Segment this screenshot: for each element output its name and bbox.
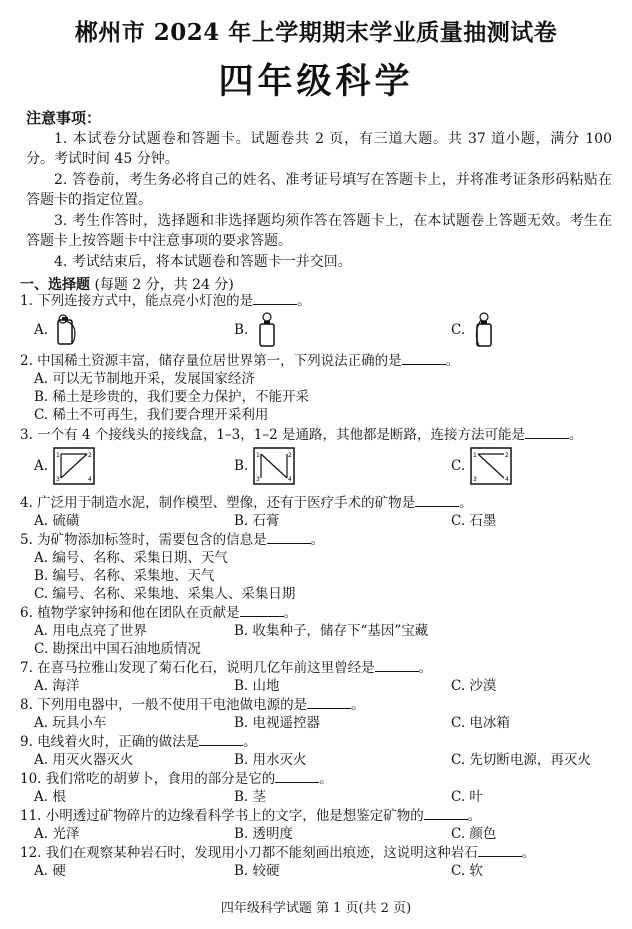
question-stem: 9. 电线着火时，正确的做法是 。 (20, 734, 257, 750)
terminal-label: 2 (288, 452, 293, 459)
option-b: B. 稀土是珍贵的，我们要全力保护，不能开采 (34, 389, 310, 405)
answer-blank (199, 733, 243, 746)
option-c: C. 编号、名称、采集地、采集人、采集日期 (34, 586, 296, 602)
question-stem: 2. 中国稀土资源丰富，储存量位居世界第一，下列说法正确的是 。 (20, 353, 460, 369)
option-row (34, 312, 620, 352)
terminal-label: 4 (505, 476, 509, 483)
question-1 (20, 292, 620, 352)
option-row (34, 788, 620, 806)
option-b: B. 较硬 (234, 863, 280, 879)
option-a: A. 根 (34, 789, 66, 805)
junction-box-diagram-icon (52, 446, 96, 486)
option-a: A. 用灭火器灭火 (34, 752, 134, 768)
question-stem: 4. 广泛用于制造水泥，制作模型、塑像，还有于医疗手术的矿物是 。 (20, 495, 473, 511)
question-stem: 12. 我们在观察某种岩石时，发现用小刀都不能刻画出痕迹，这说明这种岩石 。 (20, 845, 536, 861)
terminal-label: 2 (505, 452, 509, 459)
option-row (34, 622, 620, 640)
question-4 (20, 494, 620, 530)
question-stem: 5. 为矿物添加标签时，需要包含的信息是 。 (20, 532, 325, 548)
question-11 (20, 807, 620, 843)
question-10 (20, 770, 620, 806)
answer-blank (240, 604, 284, 617)
answer-blank (307, 696, 351, 709)
terminal-label: 4 (88, 476, 92, 483)
option-c: C. 1 2 3 4 (451, 446, 513, 486)
battery-bulb-circuit-icon (252, 312, 282, 348)
terminal-label: 3 (56, 476, 60, 483)
option-b: B. 山地 (234, 678, 280, 694)
terminal-label: 2 (88, 452, 92, 459)
question-stem: 3. 一个有 4 个接线头的接线盒，1–3，1–2 是通路，其他都是断路，连接方法可能是 。 (20, 427, 583, 443)
answer-blank (253, 292, 297, 305)
option-b: B. 用水灭火 (234, 752, 307, 768)
terminal-label: 4 (288, 476, 293, 483)
option-a: A. 硫磺 (34, 513, 80, 529)
option-a: A. 硬 (34, 863, 66, 879)
question-stem: 10. 我们常吃的胡萝卜，食用的部分是它的 。 (20, 771, 333, 787)
option-b: B. 电视遥控器 (234, 715, 321, 731)
option-b: B. (234, 312, 282, 348)
option-row (34, 714, 620, 732)
option-b: B. 茎 (234, 789, 267, 805)
junction-box-diagram-icon (469, 446, 513, 486)
answer-blank (275, 770, 319, 783)
option-c: C. 先切断电源，再灭火 (451, 752, 591, 768)
option-a: A. 光泽 (34, 826, 80, 842)
question-7 (20, 659, 620, 695)
question-12 (20, 844, 620, 880)
answer-blank (402, 352, 446, 365)
option-b: B. 收集种子，储存下“基因”宝藏 (234, 623, 429, 639)
terminal-label: 1 (473, 452, 477, 459)
question-stem: 6. 植物学家钟扬和他在团队在贡献是 。 (20, 605, 298, 621)
question-8 (20, 696, 620, 732)
answer-blank (375, 659, 419, 672)
option-b: B. 1 2 3 4 (234, 446, 296, 486)
option-b: B. 透明度 (234, 826, 294, 842)
terminal-label: 1 (56, 452, 60, 459)
question-6 (20, 604, 620, 658)
terminal-label: 3 (473, 476, 477, 483)
option-a: A. 1 2 3 4 (34, 446, 96, 486)
terminal-label: 1 (256, 452, 261, 459)
option-row (34, 512, 620, 530)
question-2 (20, 352, 620, 424)
option-row (34, 677, 620, 695)
note-item: 4. 考试结束后，将本试题卷和答题卡一并交回。 (54, 253, 352, 270)
answer-blank (415, 494, 459, 507)
question-5 (20, 531, 620, 603)
answer-blank (267, 531, 311, 544)
section-note: (每题 2 分，共 24 分) (94, 277, 234, 293)
option-c: C. 勘探出中国石油地质情况 (34, 641, 201, 657)
section-heading (20, 274, 234, 294)
note-item: 1. 本试卷分试题卷和答题卡。试题卷共 2 页，有三道大题。共 37 道小题，满分 100 分。考试时间 45 分钟。 (26, 130, 612, 167)
question-stem: 11. 小明透过矿物碎片的边缘看科学书上的文字，他是想鉴定矿物的 。 (20, 808, 482, 824)
option-row (34, 446, 620, 490)
note-item: 2. 答卷前，考生务必将自己的姓名、准考证号填写在答题卡上，并将准考证条形码粘贴在答题卡的指定位置。 (26, 171, 612, 208)
option-c: C. 稀土不可再生，我们要合理开采利用 (34, 407, 269, 423)
option-b: B. 石膏 (234, 513, 280, 529)
option-c: C. 颜色 (451, 826, 497, 842)
terminal-label: 3 (256, 476, 261, 483)
option-c: C. 软 (451, 863, 483, 879)
option-c: C. 石墨 (451, 513, 497, 529)
option-c: C. 叶 (451, 789, 483, 805)
option-a: A. (34, 312, 82, 348)
section-label: 一、选择题 (20, 277, 90, 293)
answer-blank (478, 844, 522, 857)
notes-heading: 注意事项： (26, 109, 102, 127)
exam-subject: 四年级科学 (218, 62, 414, 102)
option-row (34, 751, 620, 769)
answer-blank (525, 426, 569, 439)
option-a: A. 编号、名称、采集日期、天气 (34, 550, 228, 566)
question-3 (20, 426, 620, 490)
option-row (34, 825, 620, 843)
option-a: A. 玩具小车 (34, 715, 107, 731)
question-stem: 7. 在喜马拉雅山发现了菊石化石，说明几亿年前这里曾经是 。 (20, 660, 433, 676)
question-9 (20, 733, 620, 769)
option-a: A. 用电点亮了世界 (34, 623, 147, 639)
answer-blank (424, 807, 468, 820)
battery-bulb-circuit-icon (469, 312, 499, 348)
option-a: A. 可以无节制地开采，发展国家经济 (34, 371, 255, 387)
option-c: C. 电冰箱 (451, 715, 510, 731)
question-stem: 8. 下列用电器中，一般不使用干电池做电源的是 。 (20, 697, 365, 713)
note-item: 3. 考生作答时，选择题和非选择题均须作答在答题卡上，在本试题卷上答题无效。考生在答题卡上按答题卡中注意事项的要求答题。 (26, 212, 612, 249)
option-a: A. 海洋 (34, 678, 80, 694)
page-footer: 四年级科学试题 第 1 页(共 2 页) (220, 901, 412, 916)
notes-section (26, 108, 612, 272)
option-c: C. (451, 312, 499, 348)
battery-bulb-circuit-icon (52, 312, 82, 348)
option-c: C. 沙漠 (451, 678, 497, 694)
exam-title: 郴州市 2024 年上学期期末学业质量抽测试卷 (74, 19, 558, 46)
option-b: B. 编号、名称、采集地、天气 (34, 568, 215, 584)
option-row (34, 862, 620, 880)
question-stem: 1. 下列连接方式中，能点亮小灯泡的是 。 (20, 293, 311, 309)
junction-box-diagram-icon (252, 446, 296, 486)
